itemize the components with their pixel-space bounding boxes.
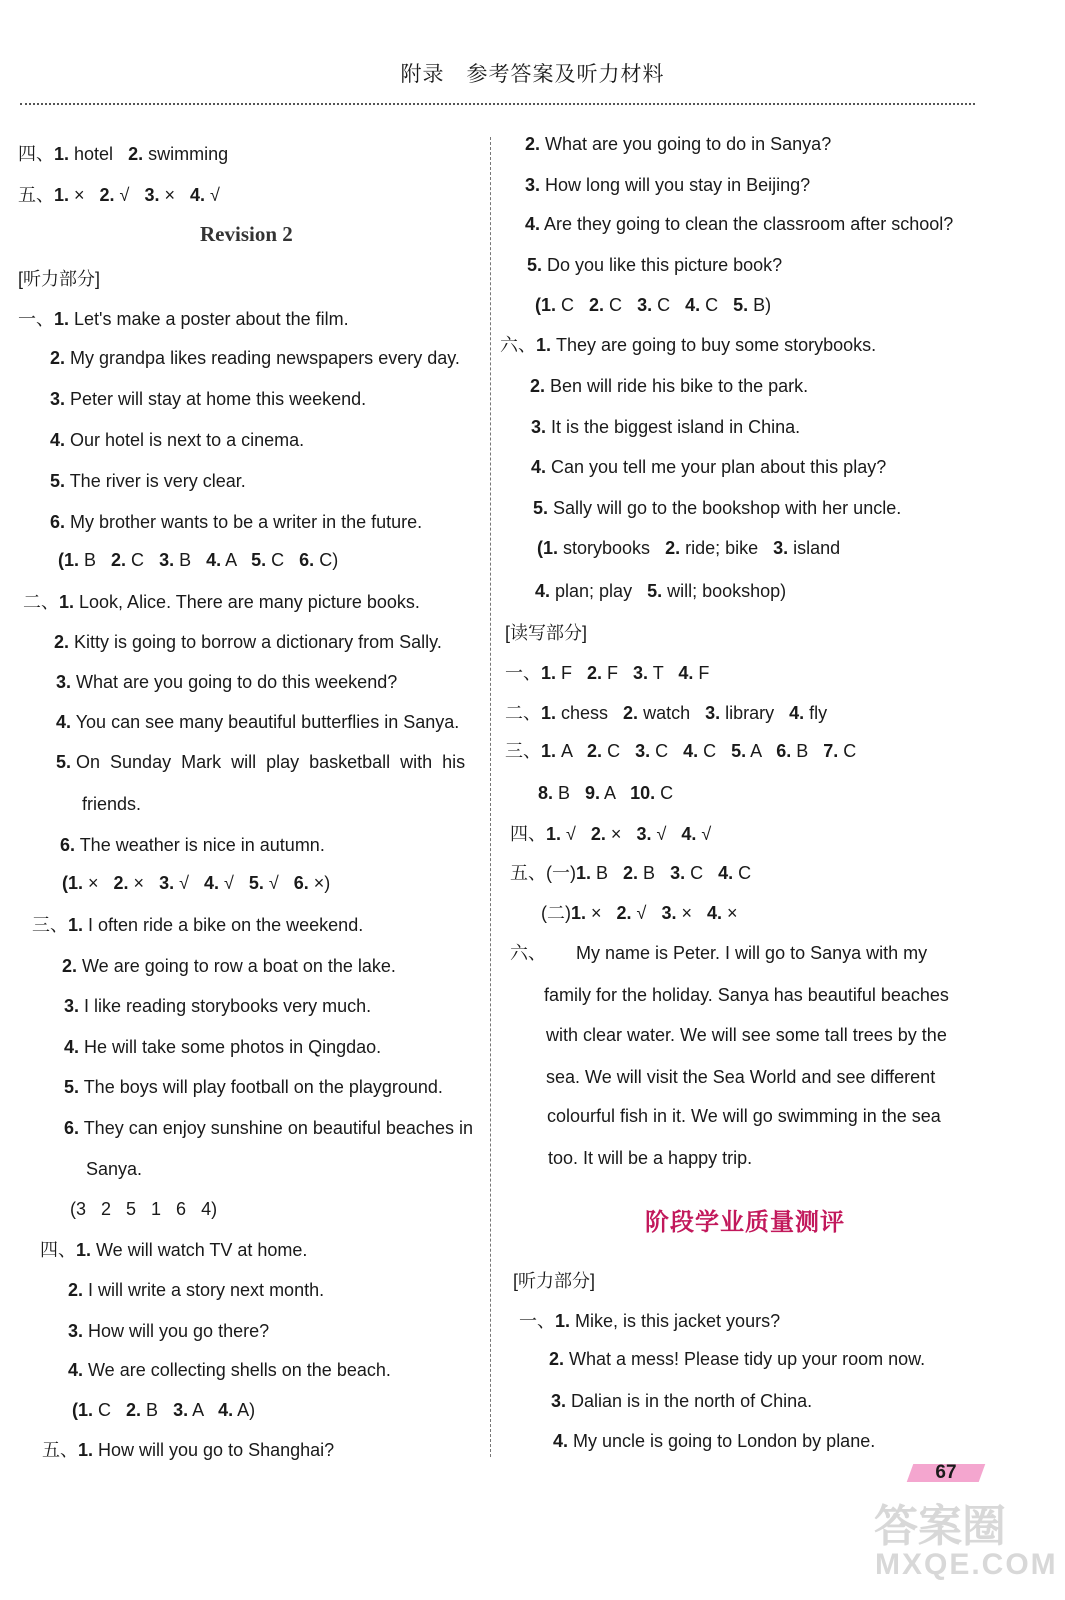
line-text: I will write a story next month. <box>83 1280 325 1300</box>
item-number: 6. <box>60 835 76 855</box>
item-number: 4. <box>189 185 205 205</box>
item-number: 7. <box>823 741 839 761</box>
right-answer-line <box>547 1105 941 1127</box>
right-answer-line <box>549 1348 925 1370</box>
line-text: √ <box>218 873 249 893</box>
line-text: B <box>638 863 671 883</box>
line-text: watch <box>638 703 706 723</box>
line-text: swimming <box>143 144 229 164</box>
line-text: How will you go to Shanghai? <box>93 1440 335 1460</box>
item-number: 3. <box>773 538 789 558</box>
line-text: (3 2 5 1 6 4) <box>70 1199 218 1219</box>
left-answer-line <box>50 429 304 451</box>
line-text: Our hotel is next to a cinema. <box>65 430 305 450</box>
item-number: 2. <box>525 134 541 154</box>
item-number: 6. <box>50 512 66 532</box>
item-number: 3. <box>637 295 653 315</box>
item-number: 2. <box>99 185 115 205</box>
line-text: C <box>266 550 300 570</box>
line-text: √ <box>174 873 204 893</box>
right-answer-line <box>531 456 886 478</box>
line-text: C <box>698 741 732 761</box>
right-answer-line <box>505 702 827 724</box>
line-text: I like reading storybooks very much. <box>79 996 372 1016</box>
line-text: I often ride a bike on the weekend. <box>83 915 364 935</box>
line-text: Look, Alice. There are many picture books. <box>74 592 420 612</box>
item-number: 2. <box>587 663 603 683</box>
item-number: 1. <box>59 592 75 612</box>
line-text: T <box>648 663 679 683</box>
line-text: B <box>791 741 824 761</box>
line-text: Dalian is in the north of China. <box>566 1391 813 1411</box>
line-text: A <box>556 741 588 761</box>
item-number: (1. <box>535 295 557 315</box>
page-number: 67 <box>910 1458 982 1488</box>
line-text: with clear water. We will see some tall trees by the <box>546 1025 947 1045</box>
line-text: Sanya. <box>86 1159 143 1179</box>
item-number: 2. <box>126 1400 142 1420</box>
line-text: √ <box>696 824 712 844</box>
left-answer-line <box>60 834 325 856</box>
item-number: 4. <box>685 295 701 315</box>
right-answer-line <box>535 294 771 316</box>
right-answer-line <box>538 782 673 804</box>
line-text: ride; bike <box>680 538 774 558</box>
left-answer-line <box>64 1036 381 1058</box>
line-text: √ <box>204 185 220 205</box>
item-number: 5. <box>731 741 747 761</box>
header-title: 参考答案及听力材料 <box>466 62 665 86</box>
item-number: 4. <box>789 703 805 723</box>
item-number: 1. <box>555 1311 571 1331</box>
right-answer-line <box>531 416 800 438</box>
left-answer-line <box>64 1076 443 1098</box>
line-text: √ <box>114 185 145 205</box>
right-answer-line <box>533 497 901 519</box>
column-divider <box>490 137 491 1457</box>
line-text: How will you go there? <box>83 1321 270 1341</box>
item-number: 2. <box>665 538 681 558</box>
item-number: 5. <box>50 471 66 491</box>
line-text: C <box>838 741 857 761</box>
line-text: C <box>556 295 590 315</box>
line-text: The weather is nice in autumn. <box>75 835 325 855</box>
line-text: B <box>553 783 586 803</box>
item-number: 2. <box>590 824 606 844</box>
right-answer-line <box>546 1024 947 1046</box>
item-number: 2. <box>616 903 632 923</box>
right-answer-line <box>553 1430 875 1452</box>
right-answer-line <box>527 254 782 276</box>
watermark-url: MXQE.COM <box>875 1548 1058 1581</box>
revision-heading: Revision 2 <box>200 222 293 246</box>
line-text: The river is very clear. <box>65 471 246 491</box>
item-number: 4. <box>706 903 722 923</box>
line-text: They can enjoy sunshine on beautiful beaches in <box>79 1118 473 1138</box>
line-text: C <box>700 295 734 315</box>
header-appendix: 附录 <box>400 62 445 86</box>
watermark-text: 答案圈 <box>874 1501 1006 1552</box>
watermark-logo <box>860 1490 1060 1600</box>
line-text: A <box>746 741 777 761</box>
line-text: √ <box>631 903 662 923</box>
line-text: The boys will play football on the playground. <box>79 1077 443 1097</box>
item-number: 4. <box>683 741 699 761</box>
left-answer-line <box>64 1117 473 1139</box>
line-text: C <box>126 550 160 570</box>
line-text: 四、 <box>510 824 546 844</box>
line-text: He will take some photos in Qingdao. <box>79 1037 382 1057</box>
line-text: F <box>556 663 588 683</box>
item-number: 3. <box>551 1391 567 1411</box>
item-number: 10. <box>630 783 656 803</box>
left-answer-line <box>18 143 228 165</box>
line-text: ×) <box>308 873 331 893</box>
line-text: F <box>693 663 710 683</box>
line-text: How long will you stay in Beijing? <box>540 175 811 195</box>
item-number: 2. <box>111 550 127 570</box>
line-text: × <box>721 903 738 923</box>
stage-assessment-heading: 阶段学业质量测评 <box>645 1208 845 1236</box>
right-answer-line <box>525 174 810 196</box>
item-number: 4. <box>531 457 547 477</box>
line-text: (二) <box>541 903 571 923</box>
line-text: They are going to buy some storybooks. <box>551 335 877 355</box>
item-number: 2. <box>589 295 605 315</box>
line-text: F <box>602 663 634 683</box>
item-number: 1. <box>541 741 557 761</box>
line-text: 五、 <box>18 185 54 205</box>
item-number: 5. <box>56 752 72 772</box>
item-number: 5. <box>733 295 749 315</box>
item-number: 3. <box>525 175 541 195</box>
left-answer-line <box>72 1399 255 1421</box>
line-text: × <box>69 185 100 205</box>
item-number: 4. <box>64 1037 80 1057</box>
left-answer-line <box>62 955 396 977</box>
left-answer-line <box>56 711 459 733</box>
item-number: 4. <box>553 1431 569 1451</box>
line-text: A) <box>233 1400 256 1420</box>
line-text: What a mess! Please tidy up your room now. <box>564 1349 926 1369</box>
line-text: A <box>188 1400 219 1420</box>
item-number: 3. <box>670 863 686 883</box>
line-text: [读写部分] <box>505 623 588 643</box>
item-number: 3. <box>144 185 160 205</box>
line-text: sea. We will visit the Sea World and see different <box>546 1067 936 1087</box>
line-text: island <box>788 538 841 558</box>
line-text: C <box>93 1400 127 1420</box>
right-answer-line <box>513 1270 595 1292</box>
left-answer-line <box>82 793 141 815</box>
item-number: 2. <box>50 348 66 368</box>
line-text: A <box>221 550 252 570</box>
item-number: 4. <box>678 663 694 683</box>
line-text: Do you like this picture book? <box>542 255 783 275</box>
right-answer-line <box>535 580 786 602</box>
item-number: 3. <box>661 903 677 923</box>
line-text: 四、 <box>18 144 54 164</box>
line-text: We are collecting shells on the beach. <box>83 1360 391 1380</box>
right-answer-line <box>530 375 808 397</box>
line-text: 五、 <box>42 1440 78 1460</box>
right-answer-line <box>519 1310 780 1332</box>
line-text: Let's make a poster about the film. <box>69 309 349 329</box>
left-answer-line <box>42 1439 334 1461</box>
right-answer-line <box>505 622 587 644</box>
left-answer-line <box>18 268 100 290</box>
item-number: 5. <box>251 550 267 570</box>
item-number: 2. <box>623 863 639 883</box>
item-number: 6. <box>293 873 309 893</box>
line-text: 一、 <box>505 663 541 683</box>
line-text: B) <box>748 295 772 315</box>
line-text: × <box>159 185 190 205</box>
left-answer-line <box>56 751 465 773</box>
item-number: 4. <box>56 712 72 732</box>
line-text: plan; play <box>550 581 648 601</box>
item-number: 2. <box>587 741 603 761</box>
line-text: 一、 <box>519 1311 555 1331</box>
item-number: 1. <box>54 144 70 164</box>
right-answer-line <box>505 740 856 762</box>
left-answer-line <box>32 914 363 936</box>
right-answer-line <box>551 1390 812 1412</box>
line-text: B <box>174 550 207 570</box>
item-number: 4. <box>50 430 66 450</box>
left-answer-line <box>68 1279 324 1301</box>
line-text: C <box>655 783 674 803</box>
header-dotted-rule <box>20 103 975 105</box>
line-text: hotel <box>69 144 129 164</box>
line-text: C <box>733 863 752 883</box>
line-text: √ <box>263 873 294 893</box>
item-number: 1. <box>541 663 557 683</box>
line-text: My brother wants to be a writer in the future. <box>65 512 423 532</box>
line-text: 三、 <box>505 741 541 761</box>
item-number: 3. <box>635 741 651 761</box>
right-answer-line <box>510 942 927 964</box>
line-text: √ <box>651 824 682 844</box>
left-answer-line <box>50 388 366 410</box>
line-text: too. It will be a happy trip. <box>548 1148 753 1168</box>
line-text: C <box>650 741 684 761</box>
line-text: Sally will go to the bookshop with her uncle. <box>548 498 902 518</box>
item-number: 6. <box>299 550 315 570</box>
line-text: storybooks <box>558 538 666 558</box>
left-answer-line <box>23 591 420 613</box>
left-answer-line <box>70 1198 217 1220</box>
item-number: 6. <box>64 1118 80 1138</box>
left-answer-line <box>68 1320 269 1342</box>
item-number: 3. <box>64 996 80 1016</box>
left-answer-line <box>58 549 338 571</box>
left-answer-line <box>18 184 220 206</box>
item-number: 3. <box>68 1321 84 1341</box>
line-text: A <box>600 783 631 803</box>
item-number: 4. <box>718 863 734 883</box>
line-text: 二、 <box>23 592 59 612</box>
left-answer-line <box>50 470 246 492</box>
item-number: 3. <box>50 389 66 409</box>
line-text: We will watch TV at home. <box>91 1240 308 1260</box>
line-text: × <box>676 903 707 923</box>
line-text: What are you going to do this weekend? <box>71 672 398 692</box>
line-text: 四、 <box>40 1240 76 1260</box>
line-text: chess <box>556 703 624 723</box>
line-text: 三、 <box>32 915 68 935</box>
line-text: We are going to row a boat on the lake. <box>77 956 396 976</box>
line-text: fly <box>804 703 828 723</box>
right-answer-line <box>537 537 840 559</box>
right-answer-line <box>548 1147 752 1169</box>
line-text: Kitty is going to borrow a dictionary from Sally. <box>69 632 442 652</box>
item-number: 4. <box>525 214 541 234</box>
right-answer-line <box>546 1066 935 1088</box>
item-number: (1. <box>62 873 84 893</box>
left-answer-line <box>18 308 349 330</box>
line-text: Ben will ride his bike to the park. <box>545 376 809 396</box>
line-text: family for the holiday. Sanya has beautiful beaches <box>544 985 949 1005</box>
item-number: 4. <box>203 873 219 893</box>
item-number: 1. <box>76 1240 92 1260</box>
item-number: 1. <box>541 703 557 723</box>
line-text: 六、 <box>500 335 536 355</box>
item-number: 2. <box>128 144 144 164</box>
item-number: 2. <box>62 956 78 976</box>
left-answer-line <box>40 1239 307 1261</box>
line-text: library <box>720 703 790 723</box>
line-text: My uncle is going to London by plane. <box>568 1431 876 1451</box>
item-number: 3. <box>159 873 175 893</box>
left-answer-line <box>68 1359 391 1381</box>
line-text: What are you going to do in Sanya? <box>540 134 832 154</box>
right-answer-line <box>544 984 949 1006</box>
item-number: 3. <box>56 672 72 692</box>
line-text: C <box>604 295 638 315</box>
line-text: colourful fish in it. We will go swimming in the sea <box>547 1106 941 1126</box>
page-header <box>0 58 1065 88</box>
line-text: On Sunday Mark will play basketball with his <box>71 752 466 772</box>
line-text: × <box>605 824 637 844</box>
line-text: will; bookshop) <box>662 581 787 601</box>
item-number: 5. <box>647 581 663 601</box>
line-text: 六、 My name is Peter. I will go to Sanya with my <box>510 943 928 963</box>
line-text: 二、 <box>505 703 541 723</box>
line-text: B <box>591 863 624 883</box>
left-answer-line <box>64 995 371 1017</box>
item-number: 5. <box>527 255 543 275</box>
item-number: 4. <box>218 1400 234 1420</box>
item-number: (1. <box>58 550 80 570</box>
right-answer-line <box>541 902 738 924</box>
line-text: C <box>685 863 719 883</box>
item-number: 6. <box>776 741 792 761</box>
line-text: B <box>79 550 112 570</box>
right-answer-line <box>510 862 751 884</box>
item-number: 1. <box>78 1440 94 1460</box>
item-number: 4. <box>681 824 697 844</box>
item-number: 1. <box>576 863 592 883</box>
line-text: Mike, is this jacket yours? <box>570 1311 781 1331</box>
item-number: 2. <box>68 1280 84 1300</box>
line-text: It is the biggest island in China. <box>546 417 801 437</box>
item-number: 3. <box>636 824 652 844</box>
line-text: √ <box>561 824 591 844</box>
line-text: C <box>602 741 636 761</box>
line-text: B <box>141 1400 174 1420</box>
item-number: (1. <box>72 1400 94 1420</box>
item-number: 2. <box>54 632 70 652</box>
line-text: My grandpa likes reading newspapers every day. <box>65 348 460 368</box>
item-number: 3. <box>633 663 649 683</box>
right-answer-line <box>525 213 953 235</box>
left-answer-line <box>50 347 460 369</box>
item-number: 1. <box>54 309 70 329</box>
item-number: 1. <box>536 335 552 355</box>
line-text: [听力部分] <box>513 1271 596 1291</box>
left-answer-line <box>50 511 422 533</box>
item-number: 1. <box>546 824 562 844</box>
item-number: 3. <box>705 703 721 723</box>
item-number: 5. <box>64 1077 80 1097</box>
item-number: (1. <box>537 538 559 558</box>
left-answer-line <box>56 671 397 693</box>
item-number: 9. <box>585 783 601 803</box>
item-number: 3. <box>531 417 547 437</box>
line-text: [听力部分] <box>18 269 101 289</box>
line-text: Peter will stay at home this weekend. <box>65 389 367 409</box>
left-answer-line <box>54 631 442 653</box>
left-answer-line <box>86 1158 142 1180</box>
line-text: 一、 <box>18 309 54 329</box>
left-answer-line <box>62 872 330 894</box>
line-text: C <box>652 295 686 315</box>
item-number: 3. <box>173 1400 189 1420</box>
right-answer-line <box>525 133 831 155</box>
line-text: Are they going to clean the classroom after school? <box>540 214 954 234</box>
item-number: 4. <box>535 581 551 601</box>
item-number: 3. <box>159 550 175 570</box>
right-answer-line <box>510 823 711 845</box>
item-number: 8. <box>538 783 554 803</box>
line-text: Can you tell me your plan about this play? <box>546 457 887 477</box>
item-number: 1. <box>54 185 70 205</box>
item-number: 1. <box>571 903 587 923</box>
line-text: friends. <box>82 794 142 814</box>
item-number: 2. <box>530 376 546 396</box>
right-answer-line <box>505 662 709 684</box>
item-number: 1. <box>68 915 84 935</box>
item-number: 4. <box>68 1360 84 1380</box>
item-number: 5. <box>248 873 264 893</box>
line-text: × <box>83 873 114 893</box>
line-text: C) <box>314 550 339 570</box>
right-answer-line <box>500 334 876 356</box>
line-text: 五、(一) <box>510 863 576 883</box>
item-number: 2. <box>113 873 129 893</box>
line-text: You can see many beautiful butterflies in Sanya. <box>71 712 460 732</box>
item-number: 4. <box>206 550 222 570</box>
line-text: × <box>128 873 160 893</box>
item-number: 2. <box>623 703 639 723</box>
item-number: 5. <box>533 498 549 518</box>
item-number: 2. <box>549 1349 565 1369</box>
line-text: × <box>586 903 617 923</box>
